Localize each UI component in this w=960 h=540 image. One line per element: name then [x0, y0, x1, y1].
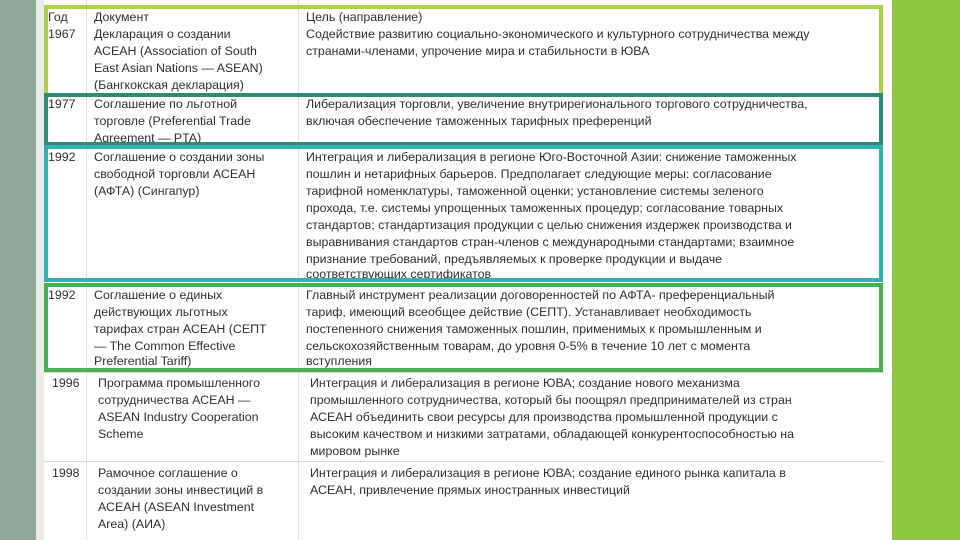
row-document-line: Agreement — PTA): [94, 131, 202, 145]
row-goal-line: прохода, т.е. системы упрощенных таможенных процедур; согласование товарных: [306, 201, 784, 215]
row-document-line: (Бангкокская декларация): [94, 78, 244, 92]
left-decorative-bar: [0, 0, 36, 540]
row-goal-line: странами-членами, упрочение мира и стабильности в ЮВА: [306, 44, 650, 58]
row-document-line: Соглашение по льготной: [94, 97, 238, 111]
row-document-line: Соглашение о единых: [94, 288, 223, 302]
row-document-line: (АФТА) (Сингапур): [94, 184, 200, 198]
row-goal-line: тариф, имеющий всеобщее действие (СЕПТ). Устанавливает необходимость: [306, 305, 752, 319]
header-document: Документ: [94, 10, 149, 24]
right-decorative-bar: [892, 0, 960, 540]
row-goal-line: Содействие развитию социально-экономического и культурного сотрудничества между: [306, 27, 810, 41]
row-document-line: ASEAN Industry Cooperation: [98, 410, 259, 424]
row-goal-line: Интеграция и либерализация в регионе Юго-Восточной Азии: снижение таможенных: [306, 150, 797, 164]
row-goal-line: Либерализация торговли, увеличение внутрирегионального торгового сотрудничества,: [306, 97, 808, 111]
row-goal-line: АСЕАН, привлечение прямых иностранных инвестиций: [310, 483, 630, 497]
row-goal-line: высоким качеством и низкими затратами, обладающей конкурентоспособностью на: [310, 427, 794, 441]
row-goal-line: постепенного снижения таможенных пошлин, применимых к промышленным и: [306, 322, 762, 336]
row-year: 1967: [48, 27, 76, 41]
row-document-line: сотрудничества АСЕАН —: [98, 393, 251, 407]
row-document-line: торговле (Preferential Trade: [94, 114, 251, 128]
row-goal-line: соответствующих сертификатов: [306, 267, 492, 281]
row-document-line: создании зоны инвестиций в: [98, 483, 264, 497]
row-document-line: тарифах стран АСЕАН (СЕПТ: [94, 322, 267, 336]
row-goal-line: мировом рынке: [310, 444, 400, 458]
row-divider: [44, 372, 884, 373]
row-goal-line: Главный инструмент реализации договоренностей по АФТА- преференциальный: [306, 288, 775, 302]
row-document-line: Декларация о создании: [94, 27, 231, 41]
row-goal-line: стандартов; стандартизация продукции с целью снижения издержек производства и: [306, 218, 792, 232]
row-goal-line: признание требований, предъявляемых к проверке продукции и выдаче: [306, 252, 723, 266]
header-year: Год: [48, 10, 68, 24]
row-goal-line: пошлин и нетарифных барьеров. Предполагает следующие меры: согласование: [306, 167, 772, 181]
row-goal-line: сельскохозяйственным товарам, до уровня 0-5% в течение 10 лет с момента: [306, 339, 751, 353]
row-goal-line: Интеграция и либерализация в регионе ЮВА; создание нового механизма: [310, 376, 740, 390]
row-document-line: Рамочное соглашение о: [98, 466, 238, 480]
row-divider: [44, 461, 884, 462]
row-goal-line: промышленного сотрудничества, который бы поощрял предпринимателей из стран: [310, 393, 792, 407]
row-year: 1977: [48, 97, 76, 111]
row-document-line: действующих льготных: [94, 305, 228, 319]
row-goal-line: тарифной номенклатуры, таможенной оценки; установление системы зеленого: [306, 184, 764, 198]
row-document-line: Соглашение о создании зоны: [94, 150, 265, 164]
row-year: 1996: [52, 376, 80, 390]
row-year: 1992: [48, 150, 76, 164]
row-year: 1992: [48, 288, 76, 302]
column-divider: [86, 0, 87, 540]
row-document-line: Программа промышленного: [98, 376, 261, 390]
row-goal-line: АСЕАН объединить свои ресурсы для производства промышленной продукции с: [310, 410, 778, 424]
row-document-line: Preferential Tariff): [94, 354, 192, 368]
header-goal: Цель (направление): [306, 10, 423, 24]
row-goal-line: включая обеспечение таможенных тарифных преференций: [306, 114, 652, 128]
row-goal-line: выравнивания стандартов стран-членов с международными стандартами; взаимное: [306, 235, 795, 249]
row-document-line: АСЕАН (ASEAN Investment: [98, 500, 255, 514]
row-document-line: East Asian Nations — ASEAN): [94, 61, 263, 75]
row-document-line: Area) (АИА): [98, 517, 166, 531]
row-year: 1998: [52, 466, 80, 480]
row-goal-line: Интеграция и либерализация в регионе ЮВА; создание единого рынка капитала в: [310, 466, 786, 480]
row-document-line: АСЕАН (Association of South: [94, 44, 257, 58]
row-document-line: Scheme: [98, 427, 144, 441]
row-goal-line: вступления: [306, 354, 372, 368]
row-document-line: свободной торговли АСЕАН: [94, 167, 256, 181]
column-divider: [298, 0, 299, 540]
left-decorative-strip: [36, 0, 44, 540]
row-document-line: — The Common Effective: [94, 339, 236, 353]
